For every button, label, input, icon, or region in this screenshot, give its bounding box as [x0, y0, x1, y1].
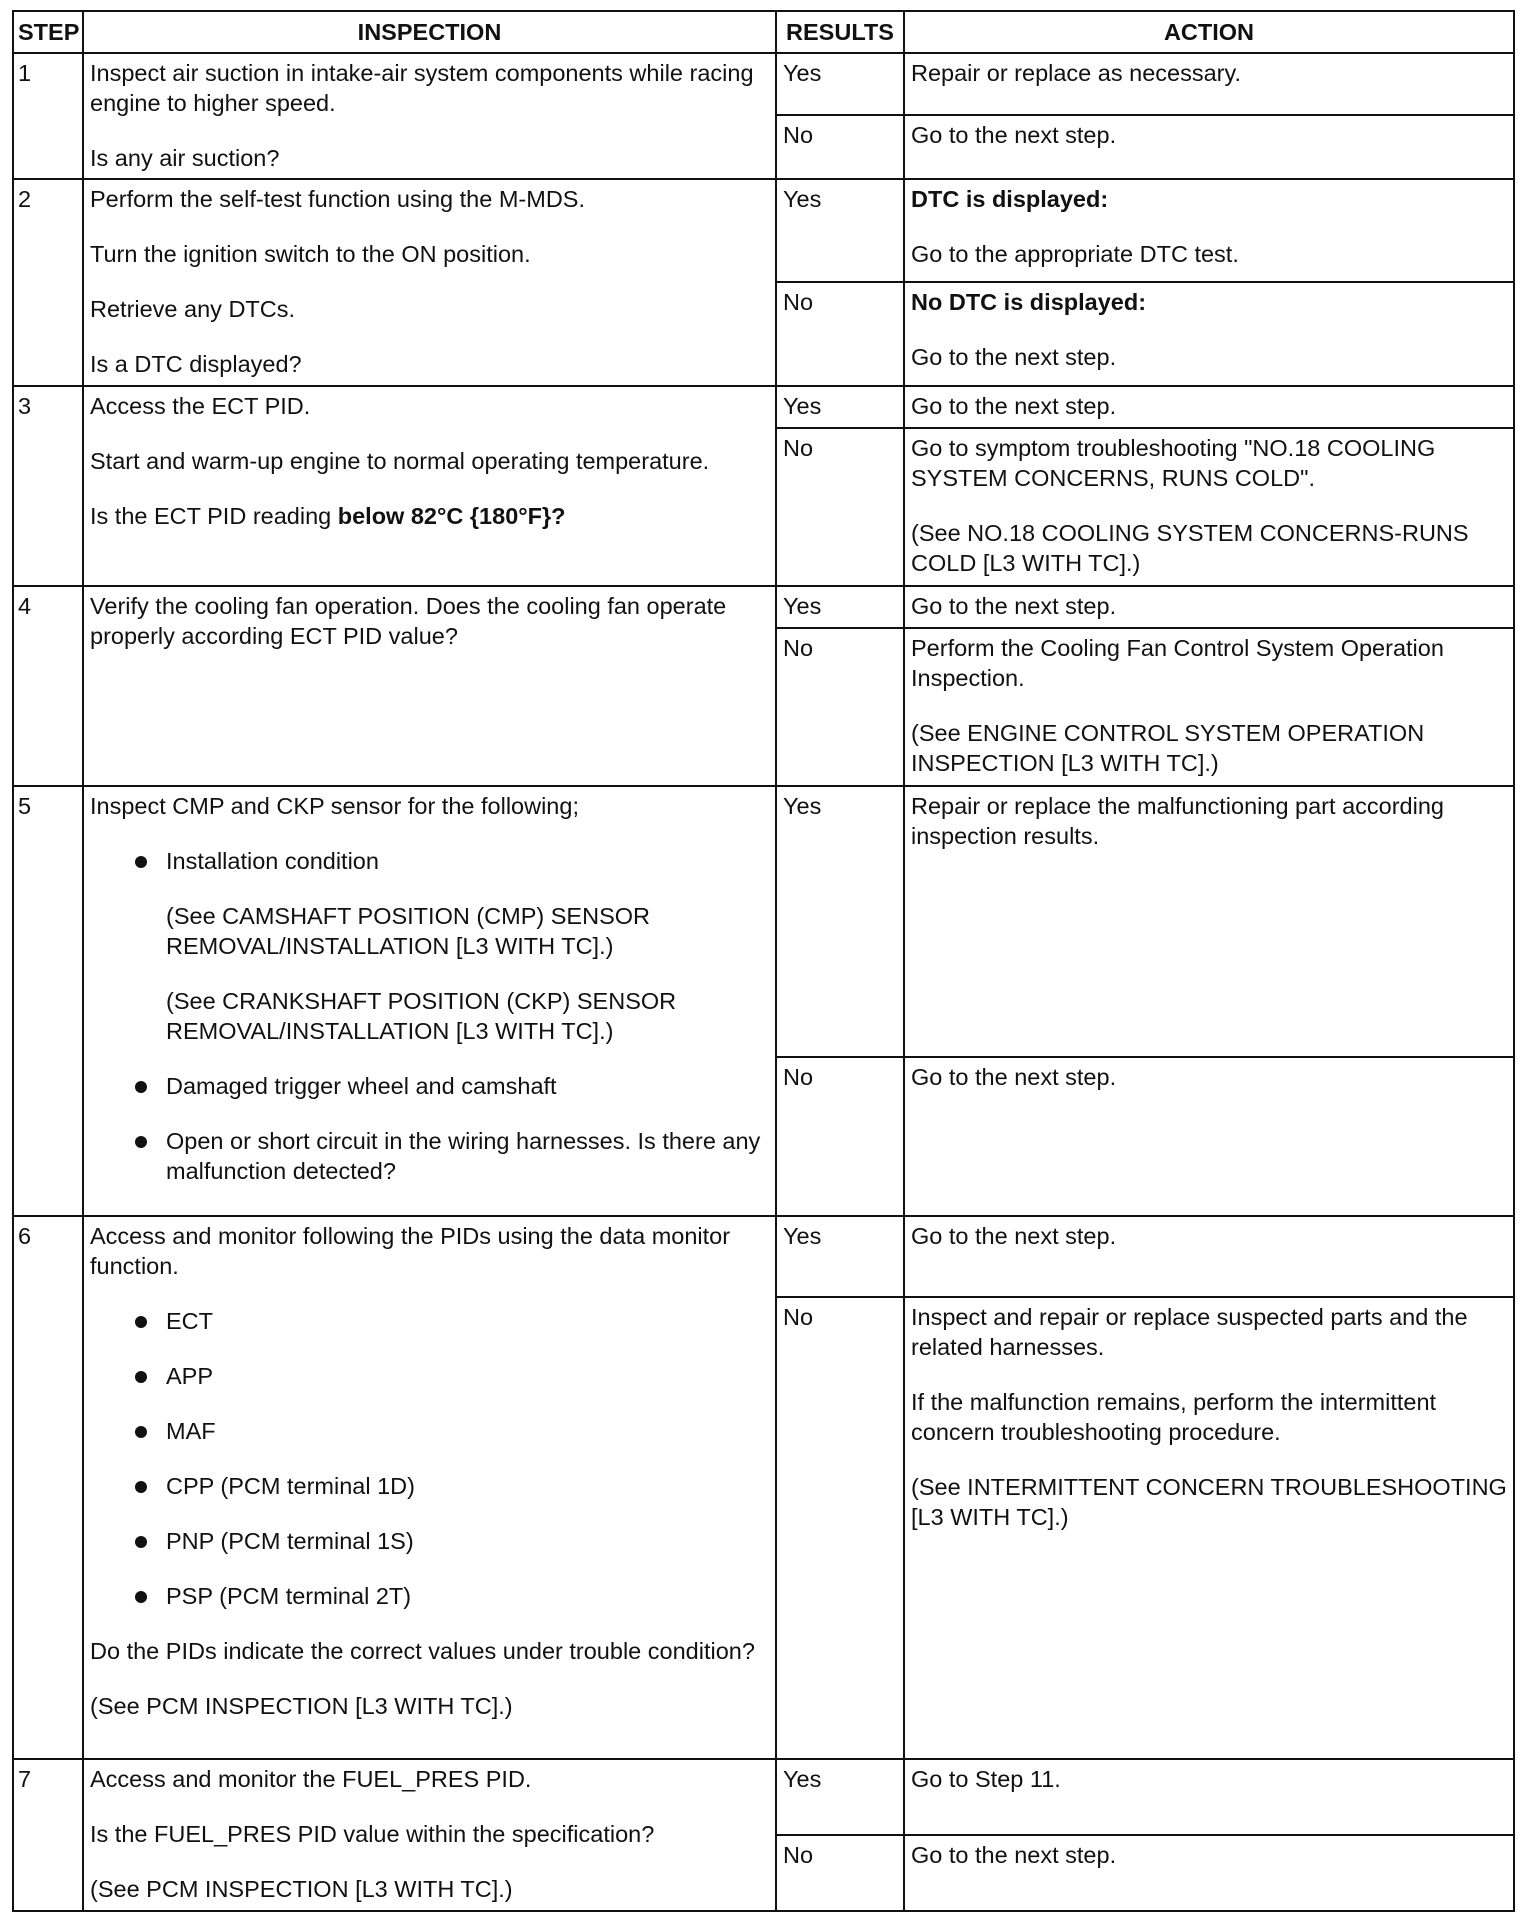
action-reference: (See INTERMITTENT CONCERN TROUBLESHOOTING [L3 WITH TC].) — [911, 1474, 1507, 1530]
inspection-cell — [83, 53, 776, 179]
list-item-text: APP — [166, 1363, 214, 1389]
bullet-icon — [135, 1316, 147, 1328]
list-item-text: Installation condition — [166, 848, 379, 874]
result-yes: Yes — [776, 53, 904, 115]
inspection-question: Is any air suction? — [90, 145, 280, 171]
list-item-text: Open or short circuit in the wiring harnesses. Is there any malfunction detected? — [166, 1128, 761, 1184]
inspection-question: Do the PIDs indicate the correct values under trouble condition? — [90, 1638, 755, 1664]
step-7-yes-row — [13, 1759, 1514, 1835]
action-text: Go to symptom troubleshooting "NO.18 COOLING SYSTEM CONCERNS, RUNS COLD". — [911, 435, 1436, 491]
inspection-cell — [83, 179, 776, 386]
result-yes: Yes — [776, 1759, 904, 1835]
header-step: STEP — [13, 11, 83, 53]
step-number: 2 — [13, 179, 83, 386]
step-number: 5 — [13, 786, 83, 1216]
action-reference: (See ENGINE CONTROL SYSTEM OPERATION INSPECTION [L3 WITH TC].) — [911, 720, 1425, 776]
result-no: No — [776, 428, 904, 586]
list-item-text: MAF — [166, 1418, 216, 1444]
question-threshold: below 82°C {180°F}? — [337, 503, 566, 529]
action-yes: Go to the next step. — [904, 586, 1514, 628]
step-4-yes-row — [13, 586, 1514, 628]
pid-bullet-list — [90, 1306, 769, 1611]
list-item-text: CPP (PCM terminal 1D) — [166, 1473, 415, 1499]
inspection-text: Access and monitor the FUEL_PRES PID. — [90, 1766, 532, 1792]
inspection-text: Access the ECT PID. — [90, 393, 311, 419]
action-text: Inspect and repair or replace suspected parts and the related harnesses. — [911, 1304, 1468, 1360]
result-no: No — [776, 1297, 904, 1759]
bullet-icon — [135, 1371, 147, 1383]
list-item — [90, 1581, 769, 1611]
action-no: Go to the next step. — [904, 1057, 1514, 1216]
result-yes: Yes — [776, 386, 904, 428]
list-item-text: PSP (PCM terminal 2T) — [166, 1583, 412, 1609]
inspection-text: Turn the ignition switch to the ON position. — [90, 241, 531, 267]
result-no: No — [776, 115, 904, 179]
action-yes: Go to Step 11. — [904, 1759, 1514, 1835]
reference-text: (See CAMSHAFT POSITION (CMP) SENSOR REMOVAL/INSTALLATION [L3 WITH TC].) — [166, 903, 650, 959]
action-yes: Repair or replace the malfunctioning part according inspection results. — [904, 786, 1514, 1057]
bullet-icon — [135, 1481, 147, 1493]
inspection-reference: (See PCM INSPECTION [L3 WITH TC].) — [90, 1693, 513, 1719]
list-item — [90, 1416, 769, 1446]
result-no: No — [776, 282, 904, 386]
step-number: 6 — [13, 1216, 83, 1759]
inspection-text: Verify the cooling fan operation. Does the cooling fan operate properly according ECT PID value? — [90, 593, 727, 649]
action-text: If the malfunction remains, perform the intermittent concern troubleshooting procedure. — [911, 1389, 1437, 1445]
action-no — [904, 1297, 1514, 1759]
inspection-cell — [83, 1759, 776, 1911]
bullet-icon — [135, 1136, 147, 1148]
list-item-text: ECT — [166, 1308, 213, 1334]
list-item-text: Damaged trigger wheel and camshaft — [166, 1073, 557, 1099]
inspection-text: Retrieve any DTCs. — [90, 296, 296, 322]
inspection-cell — [83, 786, 776, 1216]
header-inspection: INSPECTION — [83, 11, 776, 53]
bullet-icon — [135, 1536, 147, 1548]
action-title: No DTC is displayed: — [911, 289, 1147, 315]
action-text: Perform the Cooling Fan Control System Operation Inspection. — [911, 635, 1444, 691]
bullet-icon — [135, 856, 147, 868]
header-action: ACTION — [904, 11, 1514, 53]
step-3-yes-row — [13, 386, 1514, 428]
bullet-icon — [135, 1081, 147, 1093]
action-no: Go to the next step. — [904, 1835, 1514, 1911]
result-no: No — [776, 1057, 904, 1216]
bullet-icon — [135, 1591, 147, 1603]
inspection-text: Access and monitor following the PIDs using the data monitor function. — [90, 1223, 731, 1279]
result-yes: Yes — [776, 586, 904, 628]
action-text: Go to the next step. — [911, 344, 1117, 370]
inspection-question: Is a DTC displayed? — [90, 351, 302, 377]
reference-text: (See CRANKSHAFT POSITION (CKP) SENSOR REMOVAL/INSTALLATION [L3 WITH TC].) — [166, 988, 677, 1044]
action-yes: Go to the next step. — [904, 1216, 1514, 1297]
step-1-yes-row — [13, 53, 1514, 115]
step-6-yes-row — [13, 1216, 1514, 1297]
question-text: Is the ECT PID reading — [90, 503, 338, 529]
inspection-text: Inspect CMP and CKP sensor for the following; — [90, 793, 579, 819]
action-reference: (See NO.18 COOLING SYSTEM CONCERNS-RUNS COLD [L3 WITH TC].) — [911, 520, 1469, 576]
result-no: No — [776, 1835, 904, 1911]
list-item — [90, 846, 769, 1046]
action-text: Go to the appropriate DTC test. — [911, 241, 1239, 267]
inspection-text: Inspect air suction in intake-air system components while racing engine to higher speed. — [90, 60, 754, 116]
step-number: 4 — [13, 586, 83, 786]
step-5-yes-row — [13, 786, 1514, 1057]
inspection-text: Perform the self-test function using the M-MDS. — [90, 186, 585, 212]
list-item-text: PNP (PCM terminal 1S) — [166, 1528, 414, 1554]
list-item — [90, 1526, 769, 1556]
result-yes: Yes — [776, 179, 904, 282]
result-no: No — [776, 628, 904, 786]
result-yes: Yes — [776, 1216, 904, 1297]
action-no — [904, 628, 1514, 786]
inspection-question: Is the FUEL_PRES PID value within the specification? — [90, 1821, 655, 1847]
action-no — [904, 282, 1514, 386]
result-yes: Yes — [776, 786, 904, 1057]
action-no — [904, 428, 1514, 586]
step-number: 3 — [13, 386, 83, 586]
inspection-question — [90, 501, 769, 531]
action-no: Go to the next step. — [904, 115, 1514, 179]
list-item — [90, 1126, 769, 1186]
list-item — [90, 1306, 769, 1336]
list-item — [90, 1471, 769, 1501]
inspection-cell — [83, 1216, 776, 1759]
action-yes — [904, 179, 1514, 282]
list-item — [90, 1071, 769, 1101]
step-number: 1 — [13, 53, 83, 179]
step-number: 7 — [13, 1759, 83, 1911]
list-item — [90, 1361, 769, 1391]
inspection-cell — [83, 386, 776, 586]
inspection-text: Start and warm-up engine to normal operating temperature. — [90, 448, 710, 474]
troubleshooting-table — [12, 10, 1515, 1912]
inspection-cell — [83, 586, 776, 786]
action-yes: Go to the next step. — [904, 386, 1514, 428]
inspection-bullet-list — [90, 846, 769, 1186]
action-title: DTC is displayed: — [911, 186, 1109, 212]
header-results: RESULTS — [776, 11, 904, 53]
step-2-yes-row — [13, 179, 1514, 282]
header-row — [13, 11, 1514, 53]
inspection-reference: (See PCM INSPECTION [L3 WITH TC].) — [90, 1876, 513, 1902]
bullet-icon — [135, 1426, 147, 1438]
action-yes: Repair or replace as necessary. — [904, 53, 1514, 115]
